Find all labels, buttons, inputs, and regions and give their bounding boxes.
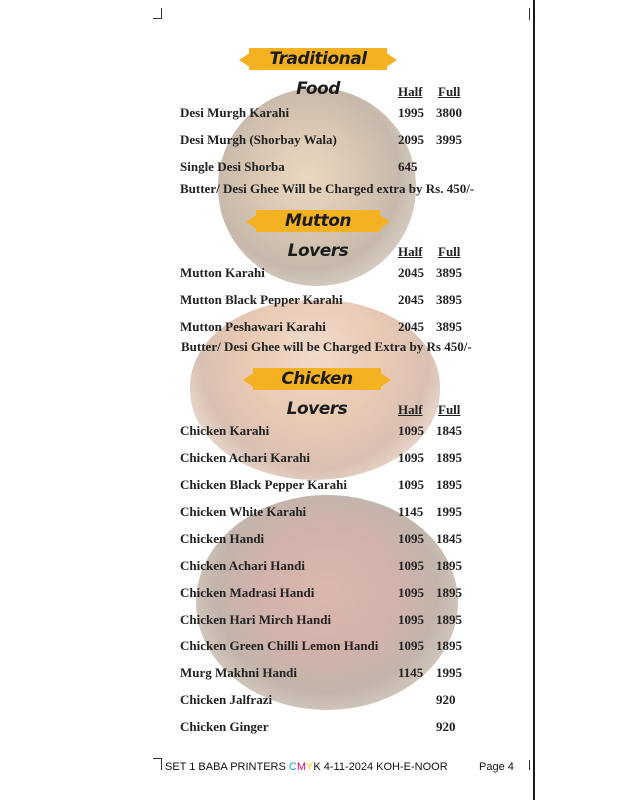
crop-mark-top-left <box>153 8 162 19</box>
menu-item-row <box>180 692 470 710</box>
item-full-price: 1995 <box>436 665 462 680</box>
full-header: Full <box>438 244 461 259</box>
menu-item-row <box>180 612 470 630</box>
menu-item-row <box>180 665 470 683</box>
item-name: Mutton Karahi <box>180 265 265 280</box>
item-name: Murg Makhni Handi <box>180 665 298 680</box>
item-full-price: 1895 <box>436 612 462 627</box>
cmyk-c: C <box>288 761 297 773</box>
item-half-price: 2095 <box>398 132 424 147</box>
item-full-price: 1895 <box>436 585 462 600</box>
item-name: Desi Murgh Karahi <box>180 105 290 120</box>
item-half-price: 1095 <box>398 531 424 546</box>
full-header: Full <box>438 84 461 99</box>
crop-mark-bottom-right <box>529 760 530 770</box>
menu-item-row <box>180 159 470 177</box>
item-full-price: 1895 <box>436 450 462 465</box>
item-full-price: 1895 <box>436 638 462 653</box>
item-half-price: 1995 <box>398 105 424 120</box>
item-name: Single Desi Shorba <box>180 159 285 174</box>
item-full-price: 1845 <box>436 531 462 546</box>
item-name: Chicken Madrasi Handi <box>180 585 315 600</box>
item-half-price: 1095 <box>398 477 424 492</box>
section-title: Chicken Lovers <box>281 369 353 419</box>
item-name: Chicken White Karahi <box>180 504 307 519</box>
item-name: Chicken Jalfrazi <box>180 692 273 707</box>
item-name: Chicken Achari Handi <box>180 558 305 573</box>
item-full-price: 1895 <box>436 558 462 573</box>
item-full-price: 3895 <box>436 265 462 280</box>
item-half-price: 1095 <box>398 612 424 627</box>
item-name: Chicken Black Pepper Karahi <box>180 477 347 492</box>
cmyk-m: M <box>296 761 307 773</box>
menu-item-row <box>180 719 470 737</box>
item-half-price: 2045 <box>398 292 424 307</box>
item-half-price: 1095 <box>398 423 424 438</box>
cmyk-y: Y <box>306 761 314 773</box>
crop-mark-bottom-left-v <box>161 758 162 770</box>
item-full-price: 920 <box>436 719 456 734</box>
section-banner-chicken-lovers <box>253 364 381 419</box>
menu-item-row <box>180 265 470 283</box>
item-half-price: 1095 <box>398 558 424 573</box>
item-name: Chicken Karahi <box>180 423 270 438</box>
half-header: Half <box>398 402 423 417</box>
menu-item-row <box>180 504 470 522</box>
item-half-price: 1095 <box>398 638 424 653</box>
section-title: Mutton Lovers <box>284 211 352 261</box>
crop-mark-bottom-left <box>153 758 161 769</box>
item-half-price: 645 <box>398 159 418 174</box>
item-full-price: 1995 <box>436 504 462 519</box>
section-note: Butter/ Desi Ghee will be Charged Extra by Rs 450/- <box>181 339 472 354</box>
item-half-price: 2045 <box>398 319 424 334</box>
item-half-price: 2045 <box>398 265 424 280</box>
page-edge <box>533 0 535 800</box>
item-name: Mutton Peshawari Karahi <box>180 319 326 334</box>
page-number: Page 4 <box>479 761 514 773</box>
section-banner-mutton-lovers <box>256 206 380 261</box>
item-name: Chicken Green Chilli Lemon Handi <box>180 638 379 653</box>
item-name: Chicken Achari Karahi <box>180 450 311 465</box>
crop-mark-top-right <box>529 8 530 20</box>
item-full-price: 3895 <box>436 319 462 334</box>
menu-item-row <box>180 531 470 549</box>
section-note: Butter/ Desi Ghee Will be Charged extra by Rs. 450/- <box>180 181 475 196</box>
item-name: Desi Murgh (Shorbay Wala) <box>180 132 337 147</box>
item-full-price: 1895 <box>436 477 462 492</box>
item-full-price: 920 <box>436 692 456 707</box>
menu-item-row <box>180 105 470 123</box>
menu-item-row <box>180 638 470 656</box>
item-half-price: 1095 <box>398 450 424 465</box>
printer-slug: SET 1 BABA PRINTERS CMYK 4-11-2024 KOH-E-NOOR <box>165 761 448 773</box>
item-name: Chicken Hari Mirch Handi <box>180 612 332 627</box>
menu-item-row <box>180 477 470 495</box>
item-name: Chicken Ginger <box>180 719 269 734</box>
item-half-price: 1145 <box>398 665 424 680</box>
menu-item-row <box>180 450 470 468</box>
item-full-price: 3895 <box>436 292 462 307</box>
item-half-price: 1145 <box>398 504 424 519</box>
full-header: Full <box>438 402 461 417</box>
menu-item-row <box>180 423 470 441</box>
menu-item-row <box>180 319 470 337</box>
item-name: Mutton Black Pepper Karahi <box>180 292 343 307</box>
item-full-price: 3800 <box>436 105 462 120</box>
item-name: Chicken Handi <box>180 531 265 546</box>
menu-item-row <box>180 132 470 150</box>
item-full-price: 1845 <box>436 423 462 438</box>
menu-item-row <box>180 585 470 603</box>
menu-item-row <box>180 292 470 310</box>
item-full-price: 3995 <box>436 132 462 147</box>
half-header: Half <box>398 84 423 99</box>
section-title: Traditional Food <box>269 49 367 99</box>
section-banner-traditional-food <box>249 44 387 99</box>
menu-item-row <box>180 558 470 576</box>
item-half-price: 1095 <box>398 585 424 600</box>
half-header: Half <box>398 244 423 259</box>
